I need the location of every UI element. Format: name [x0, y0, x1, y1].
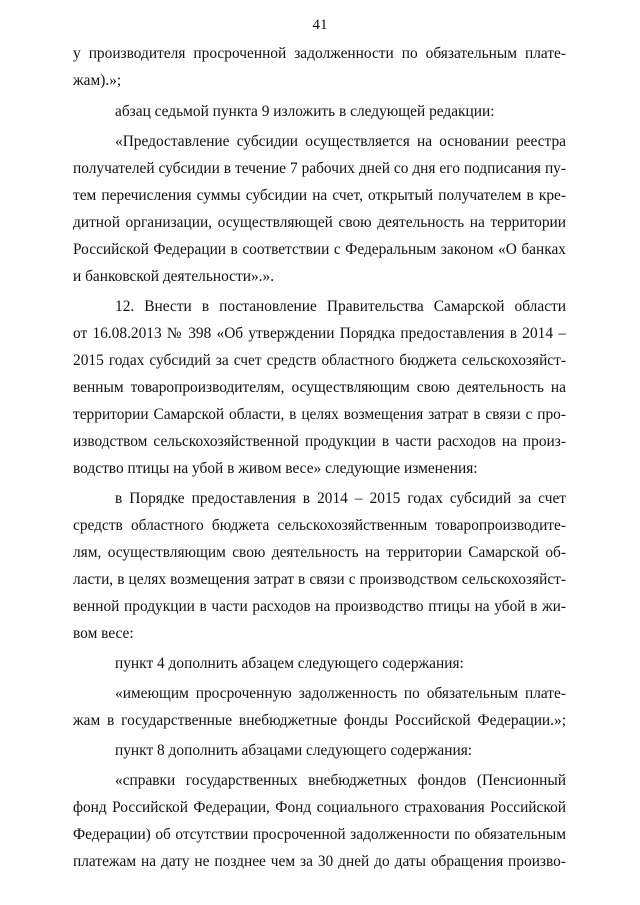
text-line: у производителя просроченной задолженности по обязательным плате- — [73, 45, 566, 62]
text-line: Федерации) об отсутствии просроченной задолженности по обязательным — [73, 826, 566, 843]
text-line: в Порядке предоставления в 2014 – 2015 годах субсидий за счет — [115, 490, 566, 507]
text-line: ласти, в целях возмещения затрат в связи с производством сельскохозяйст- — [73, 571, 566, 588]
text-line: 2015 годах субсидий за счет средств областного бюджета сельскохозяйст- — [73, 352, 566, 369]
text-line: пункт 4 дополнить абзацем следующего содержания: — [115, 655, 464, 672]
text-line: лям, осуществляющим свою деятельность на территории Самарской об- — [73, 544, 566, 561]
text-line: тем перечисления суммы субсидии на счет, открытый получателем в кре- — [73, 187, 566, 204]
text-line: платежам на дату не позднее чем за 30 дней до даты обращения произво- — [73, 853, 566, 870]
text-line: получателей субсидии в течение 7 рабочих дней со дня его подписания пу- — [73, 160, 566, 177]
text-line: венной продукции в части расходов на производство птицы на убой в жи- — [73, 598, 566, 615]
text-line: венным товаропроизводителям, осуществляющим свою деятельность на — [73, 379, 566, 396]
text-line: пункт 8 дополнить абзацами следующего содержания: — [115, 742, 473, 759]
text-line: водство птицы на убой в живом весе» следующие изменения: — [73, 460, 478, 477]
text-line: от 16.08.2013 № 398 «Об утверждении Порядка предоставления в 2014 – — [73, 325, 566, 342]
text-line: жам).»; — [73, 72, 122, 89]
text-line: вом весе: — [73, 625, 134, 642]
text-line: «справки государственных внебюджетных фондов (Пенсионный — [115, 772, 566, 789]
text-line: и банковской деятельности».». — [73, 268, 275, 285]
text-line: изводством сельскохозяйственной продукции в части расходов на произ- — [73, 433, 566, 450]
text-line: жам в государственные внебюджетные фонды Российской Федерации.»; — [73, 712, 566, 729]
text-line: «Предоставление субсидии осуществляется на основании реестра — [115, 133, 566, 150]
text-line: абзац седьмой пункта 9 изложить в следующей редакции: — [115, 103, 495, 120]
text-line: территории Самарской области, в целях возмещения затрат в связи с про- — [73, 406, 566, 423]
text-line: 12. Внести в постановление Правительства Самарской области — [115, 298, 566, 315]
text-line: дитной организации, осуществляющей свою деятельность на территории — [73, 214, 566, 231]
page-number: 41 — [312, 17, 328, 33]
text-line: Российской Федерации в соответствии с Федеральным законом «О банках — [73, 241, 566, 258]
text-line: средств областного бюджета сельскохозяйственным товаропроизводите- — [73, 517, 566, 534]
text-line: «имеющим просроченную задолженность по обязательным плате- — [115, 685, 566, 702]
text-line: фонд Российской Федерации, Фонд социального страхования Российской — [73, 799, 566, 816]
